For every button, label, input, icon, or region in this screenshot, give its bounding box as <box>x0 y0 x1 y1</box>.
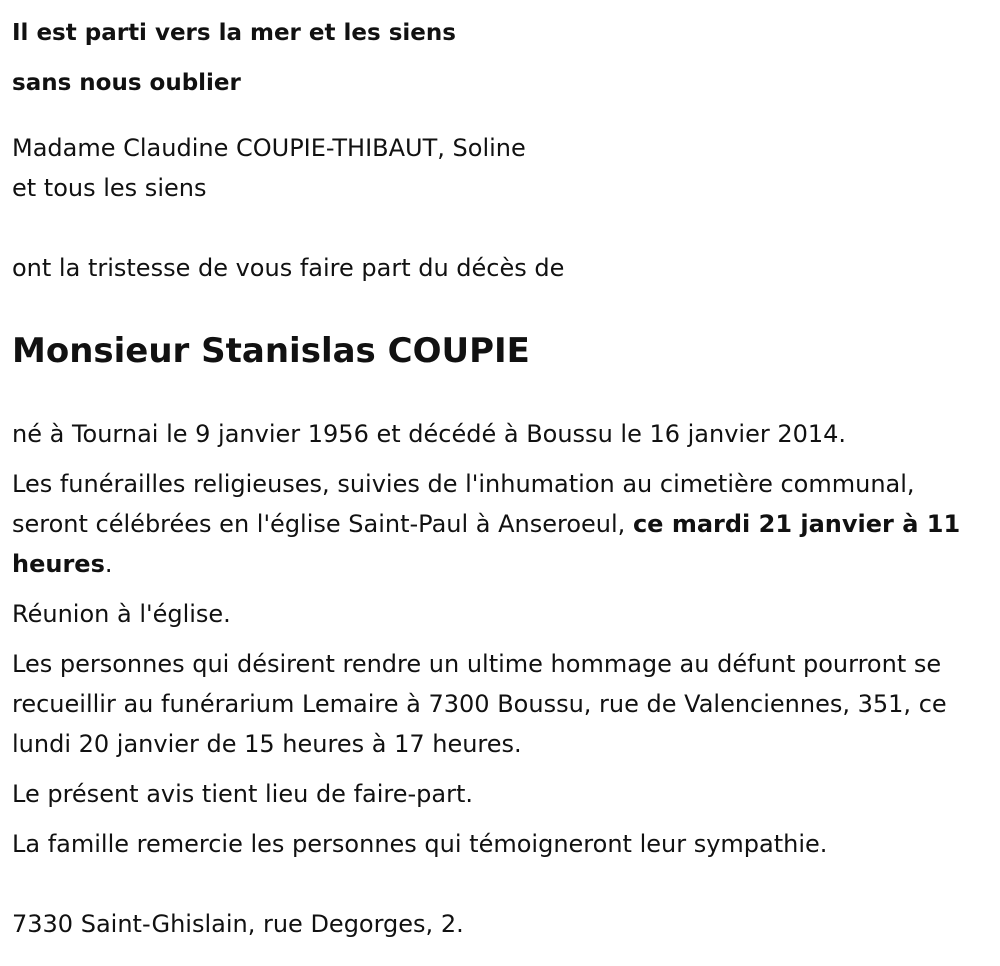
thanks-text: La famille remercie les personnes qui témoigneront leur sympathie. <box>12 830 828 858</box>
funeral-date-time: ce mardi 21 janvier à 11 heures <box>12 510 961 578</box>
funeral-text <box>12 464 988 584</box>
family-address: 7330 Saint-Ghislain, rue Degorges, 2. <box>12 910 464 938</box>
notice-replaces-text: Le présent avis tient lieu de faire-part. <box>12 780 474 808</box>
family-line-2: et tous les siens <box>12 174 207 202</box>
family-names <box>12 128 988 208</box>
epitaph-line-1: Il est parti vers la mer et les siens <box>12 20 456 46</box>
family-line-1: Madame Claudine COUPIE-THIBAUT, Soline <box>12 134 526 162</box>
birth-death-text: né à Tournai le 9 janvier 1956 et décédé à Boussu le 16 janvier 2014. <box>12 420 847 448</box>
epitaph <box>12 8 988 108</box>
funeral-end-punctuation: . <box>104 550 113 578</box>
deceased-name: Monsieur Stanislas COUPIE <box>12 331 530 371</box>
epitaph-line-2: sans nous oublier <box>12 70 241 96</box>
funeral-details: Les funérailles religieuses, suivies de l'inhumation au cimetière communal, seront célébrées en l'église Saint-Paul à Anseroeul, <box>12 470 915 538</box>
viewing-text: Les personnes qui désirent rendre un ultime hommage au défunt pourront se recueillir au funérarium Lemaire à 7300 Boussu, rue de Valenciennes, 351, ce lundi 20 janvier de 15 heures à 17 heures. <box>12 650 947 758</box>
announcement-text: ont la tristesse de vous faire part du décès de <box>12 254 565 282</box>
meeting-text: Réunion à l'église. <box>12 600 231 628</box>
